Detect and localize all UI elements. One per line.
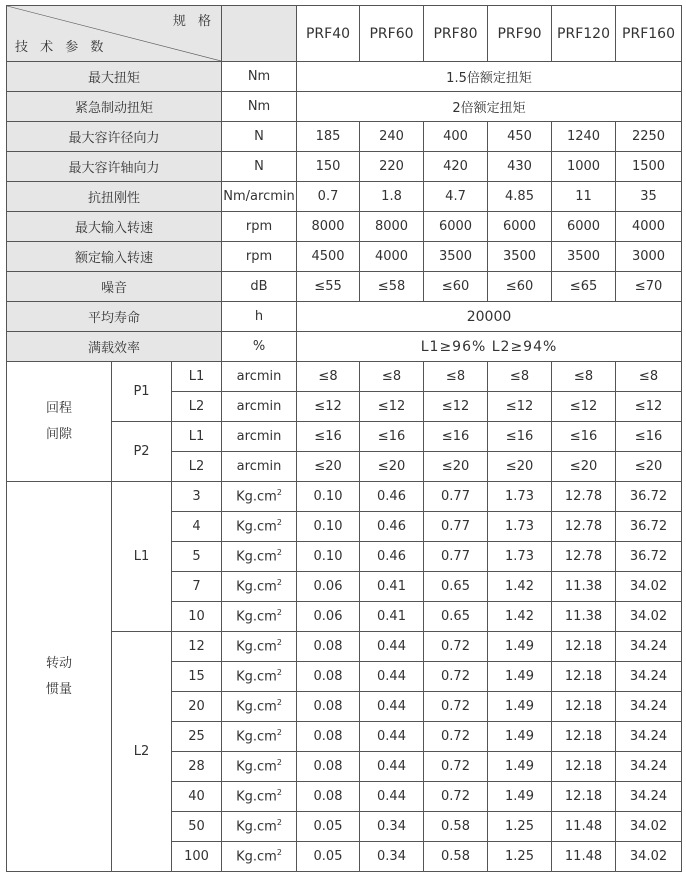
inertia-value: 0.44 <box>360 632 424 662</box>
backlash-unit: arcmin <box>222 422 297 452</box>
backlash-value: ≤12 <box>297 392 360 422</box>
backlash-stage: L2 <box>172 392 222 422</box>
inertia-value: 12.18 <box>552 722 616 752</box>
param-value: 3500 <box>424 242 488 272</box>
inertia-unit-base: Kg.cm <box>236 639 277 655</box>
inertia-value: 11.48 <box>552 842 616 872</box>
backlash-value: ≤12 <box>360 392 424 422</box>
param-value: 3000 <box>616 242 682 272</box>
param-value: 11 <box>552 182 616 212</box>
inertia-value: 0.08 <box>297 692 360 722</box>
inertia-unit <box>222 782 297 812</box>
param-value: 1240 <box>552 122 616 152</box>
inertia-value: 12.18 <box>552 782 616 812</box>
inertia-value: 0.58 <box>424 842 488 872</box>
param-value: 4.85 <box>488 182 552 212</box>
backlash-value: ≤16 <box>552 422 616 452</box>
param-value: 8000 <box>297 212 360 242</box>
inertia-unit-exponent: 2 <box>276 758 282 768</box>
inertia-ratio: 40 <box>172 782 222 812</box>
inertia-unit-base: Kg.cm <box>236 669 277 685</box>
model-header: PRF40 <box>297 6 360 62</box>
inertia-unit <box>222 632 297 662</box>
inertia-value: 0.06 <box>297 602 360 632</box>
param-unit: h <box>222 302 297 332</box>
param-name: 最大扭矩 <box>7 62 222 92</box>
inertia-ratio: 3 <box>172 482 222 512</box>
param-value: 3500 <box>488 242 552 272</box>
inertia-unit-exponent: 2 <box>276 698 282 708</box>
inertia-value: 0.72 <box>424 752 488 782</box>
inertia-value: 0.72 <box>424 722 488 752</box>
backlash-value: ≤12 <box>424 392 488 422</box>
inertia-unit <box>222 602 297 632</box>
param-value: 4500 <box>297 242 360 272</box>
inertia-label-line2: 惯量 <box>45 681 72 697</box>
param-value: 150 <box>297 152 360 182</box>
inertia-value: 0.41 <box>360 602 424 632</box>
param-unit: dB <box>222 272 297 302</box>
inertia-value: 0.77 <box>424 512 488 542</box>
param-value: 420 <box>424 152 488 182</box>
backlash-value: ≤8 <box>297 362 360 392</box>
inertia-value: 12.78 <box>552 512 616 542</box>
inertia-value: 34.24 <box>616 632 682 662</box>
backlash-value: ≤8 <box>424 362 488 392</box>
backlash-value: ≤16 <box>297 422 360 452</box>
inertia-group: L1 <box>112 482 172 632</box>
inertia-value: 1.49 <box>488 782 552 812</box>
param-value: 4.7 <box>424 182 488 212</box>
spec-label: 规 格 <box>172 14 216 29</box>
param-value: 400 <box>424 122 488 152</box>
param-value: 35 <box>616 182 682 212</box>
inertia-unit-exponent: 2 <box>276 668 282 678</box>
inertia-unit-exponent: 2 <box>276 578 282 588</box>
inertia-value: 0.77 <box>424 482 488 512</box>
backlash-value: ≤16 <box>616 422 682 452</box>
inertia-unit <box>222 572 297 602</box>
inertia-value: 0.08 <box>297 632 360 662</box>
inertia-ratio: 100 <box>172 842 222 872</box>
param-value: 450 <box>488 122 552 152</box>
param-unit: % <box>222 332 297 362</box>
inertia-ratio: 20 <box>172 692 222 722</box>
inertia-value: 0.34 <box>360 812 424 842</box>
backlash-value: ≤20 <box>360 452 424 482</box>
param-value: 4000 <box>360 242 424 272</box>
backlash-stage: L1 <box>172 362 222 392</box>
table-row <box>7 212 682 242</box>
param-value: 1500 <box>616 152 682 182</box>
inertia-value: 0.65 <box>424 602 488 632</box>
inertia-value: 0.41 <box>360 572 424 602</box>
inertia-value: 0.08 <box>297 752 360 782</box>
inertia-value: 0.72 <box>424 662 488 692</box>
backlash-value: ≤20 <box>488 452 552 482</box>
inertia-value: 36.72 <box>616 512 682 542</box>
param-unit: N <box>222 152 297 182</box>
param-name: 噪音 <box>7 272 222 302</box>
backlash-unit: arcmin <box>222 392 297 422</box>
backlash-group: P1 <box>112 362 172 422</box>
inertia-value: 0.46 <box>360 512 424 542</box>
param-value: 240 <box>360 122 424 152</box>
inertia-value: 1.73 <box>488 482 552 512</box>
backlash-unit: arcmin <box>222 362 297 392</box>
backlash-value: ≤20 <box>616 452 682 482</box>
inertia-unit-base: Kg.cm <box>236 849 277 865</box>
inertia-value: 0.58 <box>424 812 488 842</box>
inertia-value: 11.38 <box>552 572 616 602</box>
table-row <box>7 152 682 182</box>
inertia-unit-base: Kg.cm <box>236 609 277 625</box>
inertia-value: 1.25 <box>488 842 552 872</box>
inertia-unit-base: Kg.cm <box>236 549 277 565</box>
table-row <box>7 182 682 212</box>
param-value: ≤55 <box>297 272 360 302</box>
inertia-ratio: 12 <box>172 632 222 662</box>
inertia-unit-exponent: 2 <box>276 518 282 528</box>
spec-table <box>6 5 682 872</box>
table-row <box>7 302 682 332</box>
inertia-unit <box>222 812 297 842</box>
param-value: ≤60 <box>488 272 552 302</box>
inertia-unit <box>222 512 297 542</box>
inertia-ratio: 25 <box>172 722 222 752</box>
param-value: 0.7 <box>297 182 360 212</box>
inertia-value: 1.42 <box>488 572 552 602</box>
param-unit: rpm <box>222 212 297 242</box>
inertia-value: 1.25 <box>488 812 552 842</box>
inertia-value: 34.24 <box>616 722 682 752</box>
inertia-value: 36.72 <box>616 542 682 572</box>
inertia-value: 0.44 <box>360 662 424 692</box>
param-merged-value: 1.5倍额定扭矩 <box>297 62 682 92</box>
model-header: PRF60 <box>360 6 424 62</box>
tech-param-label: 技 术 参 数 <box>15 40 108 55</box>
inertia-value: 1.73 <box>488 512 552 542</box>
model-header: PRF120 <box>552 6 616 62</box>
inertia-value: 36.72 <box>616 482 682 512</box>
inertia-value: 0.44 <box>360 722 424 752</box>
inertia-unit-exponent: 2 <box>276 638 282 648</box>
backlash-label-line2: 间隙 <box>45 426 72 442</box>
inertia-value: 34.02 <box>616 842 682 872</box>
model-header: PRF160 <box>616 6 682 62</box>
param-value: ≤60 <box>424 272 488 302</box>
backlash-value: ≤20 <box>552 452 616 482</box>
inertia-value: 1.73 <box>488 542 552 572</box>
param-value: 8000 <box>360 212 424 242</box>
inertia-unit <box>222 842 297 872</box>
inertia-value: 0.72 <box>424 692 488 722</box>
inertia-unit-exponent: 2 <box>276 608 282 618</box>
backlash-group: P2 <box>112 422 172 482</box>
inertia-group: L2 <box>112 632 172 872</box>
inertia-ratio: 28 <box>172 752 222 782</box>
inertia-unit-exponent: 2 <box>276 818 282 828</box>
param-merged-value: 20000 <box>297 302 682 332</box>
inertia-value: 34.24 <box>616 692 682 722</box>
inertia-value: 0.46 <box>360 482 424 512</box>
param-value: 1000 <box>552 152 616 182</box>
backlash-category <box>7 362 112 482</box>
inertia-value: 34.02 <box>616 572 682 602</box>
param-unit: Nm <box>222 92 297 122</box>
inertia-value: 11.48 <box>552 812 616 842</box>
inertia-value: 0.77 <box>424 542 488 572</box>
inertia-value: 0.08 <box>297 722 360 752</box>
inertia-unit-exponent: 2 <box>276 488 282 498</box>
inertia-value: 0.65 <box>424 572 488 602</box>
inertia-value: 34.24 <box>616 662 682 692</box>
inertia-value: 1.42 <box>488 602 552 632</box>
param-value: ≤58 <box>360 272 424 302</box>
param-name: 满载效率 <box>7 332 222 362</box>
param-name: 最大输入转速 <box>7 212 222 242</box>
inertia-unit-base: Kg.cm <box>236 789 277 805</box>
param-name: 最大容许轴向力 <box>7 152 222 182</box>
inertia-value: 0.34 <box>360 842 424 872</box>
param-unit: Nm <box>222 62 297 92</box>
param-value: ≤70 <box>616 272 682 302</box>
inertia-value: 34.02 <box>616 812 682 842</box>
inertia-value: 0.72 <box>424 632 488 662</box>
inertia-value: 0.44 <box>360 752 424 782</box>
backlash-value: ≤8 <box>616 362 682 392</box>
inertia-ratio: 15 <box>172 662 222 692</box>
inertia-unit-exponent: 2 <box>276 728 282 738</box>
inertia-value: 34.24 <box>616 752 682 782</box>
inertia-value: 12.78 <box>552 482 616 512</box>
backlash-value: ≤8 <box>488 362 552 392</box>
inertia-ratio: 50 <box>172 812 222 842</box>
inertia-unit-exponent: 2 <box>276 788 282 798</box>
inertia-value: 12.18 <box>552 692 616 722</box>
inertia-unit-base: Kg.cm <box>236 579 277 595</box>
backlash-stage: L2 <box>172 452 222 482</box>
param-name: 抗扭刚性 <box>7 182 222 212</box>
table-row <box>7 272 682 302</box>
param-name: 紧急制动扭矩 <box>7 92 222 122</box>
param-value: 4000 <box>616 212 682 242</box>
inertia-unit-base: Kg.cm <box>236 729 277 745</box>
backlash-value: ≤20 <box>424 452 488 482</box>
backlash-value: ≤8 <box>552 362 616 392</box>
inertia-value: 0.05 <box>297 812 360 842</box>
backlash-unit: arcmin <box>222 452 297 482</box>
table-row <box>7 362 682 392</box>
param-value: 2250 <box>616 122 682 152</box>
table-row <box>7 62 682 92</box>
inertia-value: 0.44 <box>360 692 424 722</box>
inertia-label-line1: 转动 <box>45 655 72 671</box>
inertia-unit-base: Kg.cm <box>236 759 277 775</box>
inertia-value: 0.10 <box>297 512 360 542</box>
table-row <box>7 482 682 512</box>
param-value: ≤65 <box>552 272 616 302</box>
inertia-value: 11.38 <box>552 602 616 632</box>
table-row <box>7 242 682 272</box>
param-value: 6000 <box>552 212 616 242</box>
inertia-value: 12.18 <box>552 752 616 782</box>
param-value: 220 <box>360 152 424 182</box>
inertia-unit <box>222 722 297 752</box>
inertia-value: 1.49 <box>488 752 552 782</box>
param-value: 430 <box>488 152 552 182</box>
inertia-value: 0.08 <box>297 662 360 692</box>
inertia-value: 0.46 <box>360 542 424 572</box>
inertia-value: 1.49 <box>488 662 552 692</box>
model-header: PRF90 <box>488 6 552 62</box>
inertia-value: 0.10 <box>297 482 360 512</box>
backlash-value: ≤12 <box>552 392 616 422</box>
inertia-unit <box>222 542 297 572</box>
backlash-value: ≤16 <box>424 422 488 452</box>
inertia-value: 0.05 <box>297 842 360 872</box>
backlash-value: ≤16 <box>488 422 552 452</box>
backlash-value: ≤12 <box>616 392 682 422</box>
table-row <box>7 332 682 362</box>
param-name: 平均寿命 <box>7 302 222 332</box>
inertia-value: 0.44 <box>360 782 424 812</box>
param-value: 1.8 <box>360 182 424 212</box>
param-value: 6000 <box>488 212 552 242</box>
param-unit: rpm <box>222 242 297 272</box>
inertia-value: 12.78 <box>552 542 616 572</box>
inertia-ratio: 4 <box>172 512 222 542</box>
inertia-value: 12.18 <box>552 632 616 662</box>
table-row <box>7 122 682 152</box>
param-value: 185 <box>297 122 360 152</box>
param-unit: N <box>222 122 297 152</box>
backlash-label-line1: 回程 <box>45 400 72 416</box>
backlash-stage: L1 <box>172 422 222 452</box>
inertia-unit-base: Kg.cm <box>236 819 277 835</box>
param-name: 额定输入转速 <box>7 242 222 272</box>
param-unit: Nm/arcmin <box>222 182 297 212</box>
backlash-value: ≤8 <box>360 362 424 392</box>
inertia-ratio: 7 <box>172 572 222 602</box>
inertia-unit <box>222 752 297 782</box>
inertia-value: 0.06 <box>297 572 360 602</box>
param-value: 6000 <box>424 212 488 242</box>
inertia-value: 1.49 <box>488 692 552 722</box>
inertia-unit-base: Kg.cm <box>236 519 277 535</box>
inertia-value: 1.49 <box>488 722 552 752</box>
inertia-unit-exponent: 2 <box>276 548 282 558</box>
param-name: 最大容许径向力 <box>7 122 222 152</box>
backlash-value: ≤20 <box>297 452 360 482</box>
inertia-unit <box>222 662 297 692</box>
inertia-unit <box>222 482 297 512</box>
inertia-value: 0.72 <box>424 782 488 812</box>
inertia-value: 34.02 <box>616 602 682 632</box>
inertia-ratio: 10 <box>172 602 222 632</box>
header-corner-cell <box>7 6 222 62</box>
header-blank-cell <box>222 6 297 62</box>
param-value: 3500 <box>552 242 616 272</box>
inertia-value: 1.49 <box>488 632 552 662</box>
inertia-unit-base: Kg.cm <box>236 489 277 505</box>
inertia-ratio: 5 <box>172 542 222 572</box>
inertia-value: 0.08 <box>297 782 360 812</box>
inertia-value: 12.18 <box>552 662 616 692</box>
param-merged-value: L1≥96% L2≥94% <box>297 332 682 362</box>
table-row <box>7 92 682 122</box>
backlash-value: ≤16 <box>360 422 424 452</box>
inertia-unit <box>222 692 297 722</box>
param-merged-value: 2倍额定扭矩 <box>297 92 682 122</box>
inertia-value: 34.24 <box>616 782 682 812</box>
inertia-value: 0.10 <box>297 542 360 572</box>
inertia-unit-exponent: 2 <box>276 848 282 858</box>
model-header: PRF80 <box>424 6 488 62</box>
inertia-category <box>7 482 112 872</box>
table-row <box>7 6 682 62</box>
backlash-value: ≤12 <box>488 392 552 422</box>
inertia-unit-base: Kg.cm <box>236 699 277 715</box>
